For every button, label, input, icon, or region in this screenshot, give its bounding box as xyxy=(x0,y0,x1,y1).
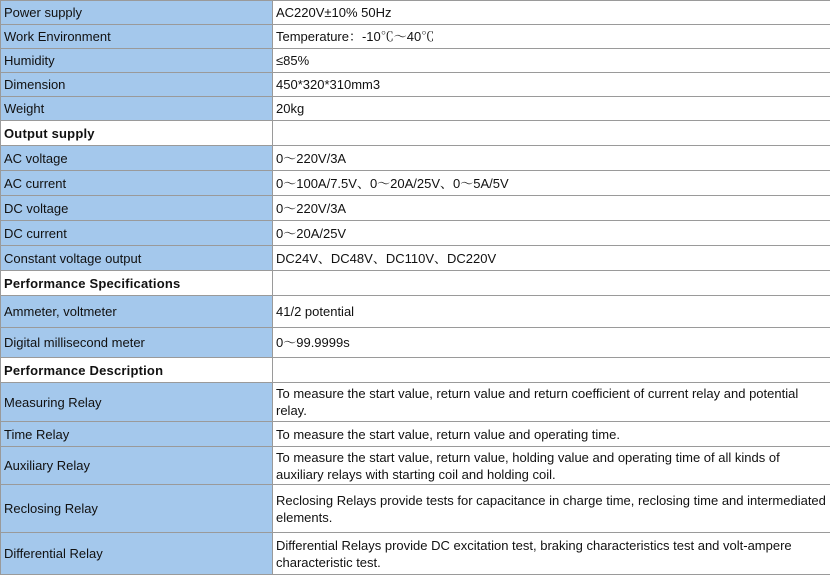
section-blank-cell xyxy=(273,271,830,296)
spec-value: 0～220V/3A xyxy=(273,196,830,221)
spec-value: ≤85% xyxy=(273,49,830,73)
spec-value: To measure the start value, return value and return coefficient of current relay and potential relay. xyxy=(273,383,830,422)
spec-value: Differential Relays provide DC excitation test, braking characteristics test and volt-ampere characteristic test. xyxy=(273,533,830,575)
spec-label: Power supply xyxy=(1,1,273,25)
spec-row xyxy=(1,422,830,447)
spec-label: Time Relay xyxy=(1,422,273,447)
spec-label: Dimension xyxy=(1,73,273,97)
spec-row xyxy=(1,49,830,73)
spec-row xyxy=(1,171,830,196)
spec-label: Measuring Relay xyxy=(1,383,273,422)
spec-row xyxy=(1,196,830,221)
spec-label: AC current xyxy=(1,171,273,196)
section-blank-cell xyxy=(273,121,830,146)
spec-label: Weight xyxy=(1,97,273,121)
spec-label: Constant voltage output xyxy=(1,246,273,271)
spec-value: DC24V、DC48V、DC110V、DC220V xyxy=(273,246,830,271)
spec-label: Ammeter, voltmeter xyxy=(1,296,273,328)
spec-value: 20kg xyxy=(273,97,830,121)
spec-value: To measure the start value, return value and operating time. xyxy=(273,422,830,447)
spec-label: DC voltage xyxy=(1,196,273,221)
spec-label: Differential Relay xyxy=(1,533,273,575)
spec-row xyxy=(1,25,830,49)
spec-row xyxy=(1,383,830,422)
spec-label: AC voltage xyxy=(1,146,273,171)
section-header-row xyxy=(1,271,830,296)
spec-label: Humidity xyxy=(1,49,273,73)
spec-row xyxy=(1,533,830,575)
section-title: Performance Description xyxy=(1,358,273,383)
section-blank-cell xyxy=(273,358,830,383)
spec-row xyxy=(1,1,830,25)
spec-row xyxy=(1,73,830,97)
spec-value: AC220V±10% 50Hz xyxy=(273,1,830,25)
spec-label: Work Environment xyxy=(1,25,273,49)
section-title: Output supply xyxy=(1,121,273,146)
spec-value: 0～20A/25V xyxy=(273,221,830,246)
spec-value: 0～100A/7.5V、0～20A/25V、0～5A/5V xyxy=(273,171,830,196)
section-header-row xyxy=(1,358,830,383)
spec-label: DC current xyxy=(1,221,273,246)
spec-value: Reclosing Relays provide tests for capacitance in charge time, reclosing time and intermediated elements. xyxy=(273,485,830,533)
spec-value: 0～220V/3A xyxy=(273,146,830,171)
spec-table-body xyxy=(1,1,830,575)
spec-value: 0～99.9999s xyxy=(273,328,830,358)
spec-row xyxy=(1,328,830,358)
spec-value: 41/2 potential xyxy=(273,296,830,328)
spec-row xyxy=(1,296,830,328)
spec-label: Auxiliary Relay xyxy=(1,447,273,485)
spec-label: Reclosing Relay xyxy=(1,485,273,533)
spec-row xyxy=(1,447,830,485)
section-header-row xyxy=(1,121,830,146)
spec-row xyxy=(1,246,830,271)
spec-label: Digital millisecond meter xyxy=(1,328,273,358)
spec-row xyxy=(1,485,830,533)
spec-value: Temperature：-10℃～40℃ xyxy=(273,25,830,49)
spec-row xyxy=(1,146,830,171)
section-title: Performance Specifications xyxy=(1,271,273,296)
spec-row xyxy=(1,221,830,246)
spec-row xyxy=(1,97,830,121)
spec-value: 450*320*310mm3 xyxy=(273,73,830,97)
spec-value: To measure the start value, return value, holding value and operating time of all kinds of auxiliary relays with starting coil and holding coil. xyxy=(273,447,830,485)
